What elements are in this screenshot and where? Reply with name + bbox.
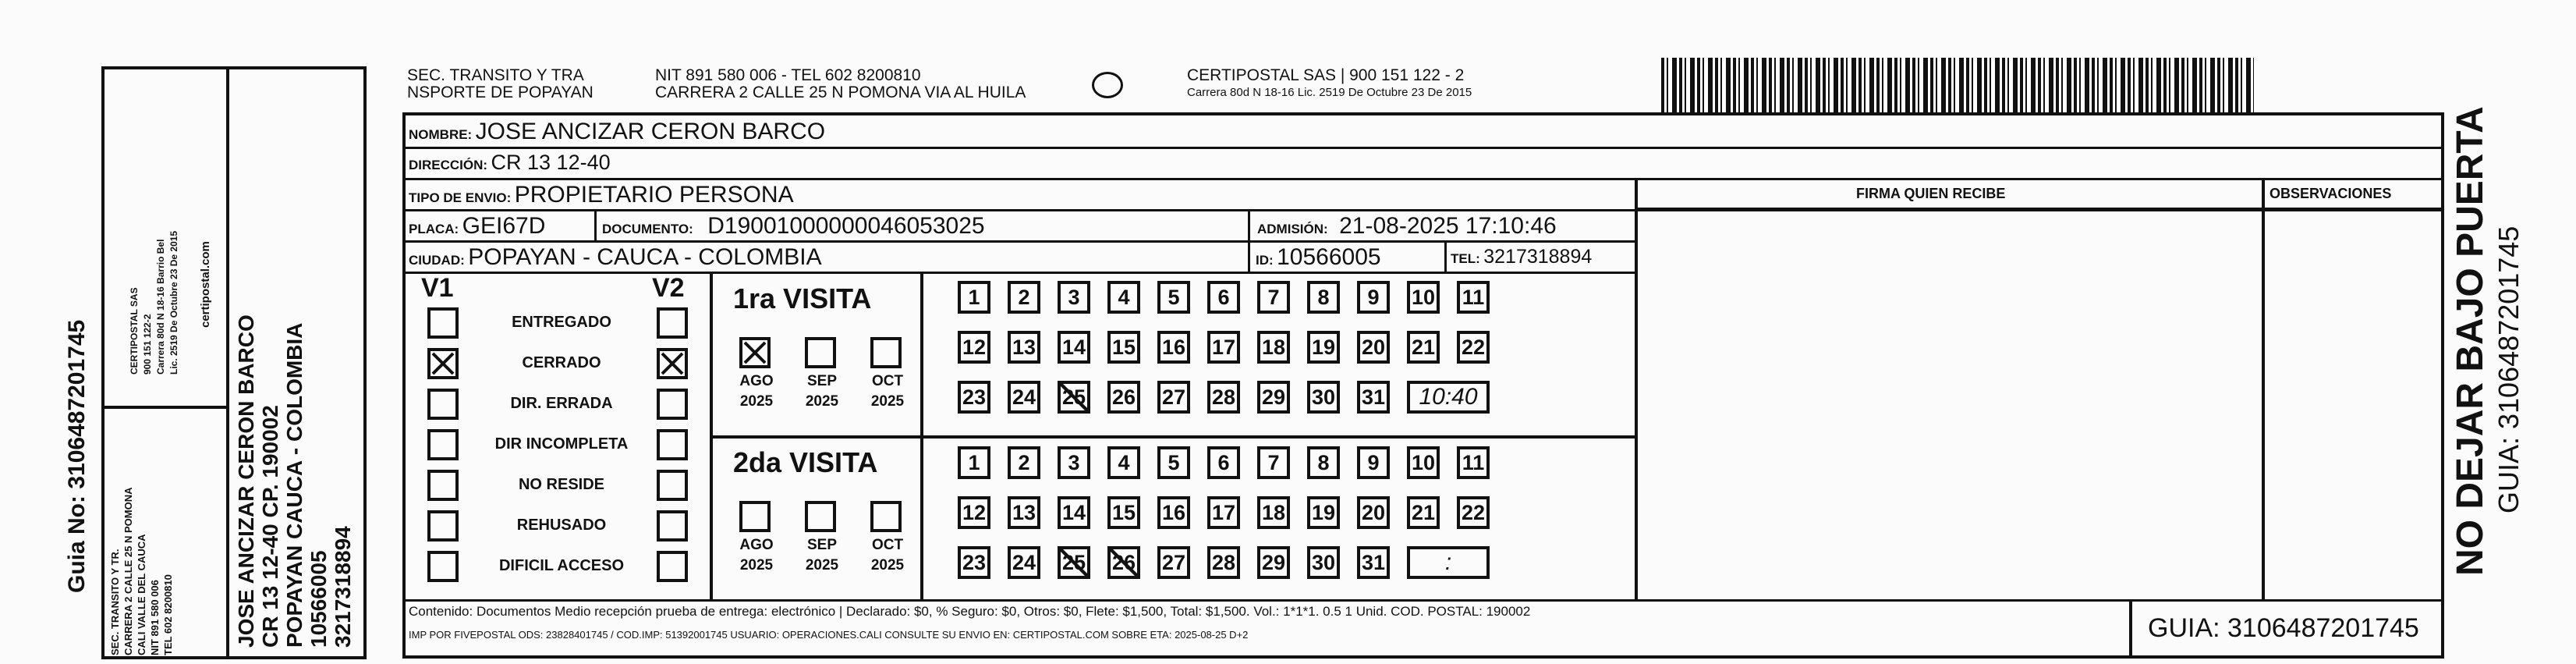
row-divider <box>402 240 1635 243</box>
tel-label: TEL: <box>1451 251 1480 266</box>
day-cell[interactable]: 17 <box>1207 496 1240 529</box>
id-row <box>1256 244 1381 271</box>
day-cell[interactable]: 17 <box>1207 331 1240 364</box>
footer-guia: GUIA: 3106487201745 <box>2148 613 2419 643</box>
day-cell[interactable]: 15 <box>1107 496 1140 529</box>
firma-header-rule <box>1635 208 2444 210</box>
month-checkbox[interactable] <box>870 337 902 368</box>
v2-checkbox[interactable] <box>657 551 688 582</box>
day-cell[interactable]: 25 <box>1058 381 1090 414</box>
year-label: 2025 <box>739 557 774 573</box>
col-divider <box>1248 209 1250 272</box>
day-cell[interactable]: 5 <box>1157 446 1190 479</box>
day-cell[interactable]: 28 <box>1207 381 1240 414</box>
direccion-value: CR 13 12-40 <box>491 151 611 174</box>
courier-line: Lic. 2519 De Octubre 23 De 2015 <box>168 230 179 375</box>
visit-time-field[interactable]: 10:40 <box>1407 381 1490 414</box>
day-cell[interactable]: 25 <box>1058 546 1090 579</box>
year-label: 2025 <box>870 557 905 573</box>
sender-line: CARRERA 2 CALLE 25 N POMONA <box>122 487 134 655</box>
day-cell[interactable]: 29 <box>1257 381 1290 414</box>
nombre-label: NOMBRE: <box>409 127 473 142</box>
visit-divider-h <box>710 435 1635 439</box>
year-label: 2025 <box>870 393 905 410</box>
day-cell[interactable]: 2 <box>1008 281 1040 314</box>
admision-value: 21-08-2025 17:10:46 <box>1339 213 1557 239</box>
right-guia: GUIA: 3106487201745 <box>2493 225 2525 513</box>
day-cell[interactable]: 6 <box>1207 446 1240 479</box>
month-checkbox[interactable] <box>805 337 836 368</box>
row-divider <box>402 272 1635 274</box>
month-checkbox[interactable] <box>805 501 836 532</box>
day-cell[interactable]: 28 <box>1207 546 1240 579</box>
courier-logo-icon <box>1092 72 1123 98</box>
nombre-row <box>409 119 825 145</box>
direccion-row <box>409 151 611 175</box>
imp-text: IMP POR FIVEPOSTAL ODS: 23828401745 / COD.IMP: 51392001745 USUARIO: OPERACIONES.CALI CONSULTE SU ENVIO EN: CERTIPOSTAL.COM SOBRE ETA: 2025-08-25 D+2 <box>409 629 1249 641</box>
first-visit-title: 1ra VISITA <box>733 282 872 314</box>
status-label: DIR INCOMPLETA <box>494 435 629 453</box>
recipient-line: JOSE ANCIZAR CERON BARCO <box>234 314 258 648</box>
sender-address: CARRERA 2 CALLE 25 N POMONA VIA AL HUILA <box>655 83 1026 101</box>
tel-row <box>1451 246 1592 268</box>
day-cell[interactable]: 22 <box>1457 496 1490 529</box>
day-cell[interactable]: 3 <box>1058 281 1090 314</box>
status-label: CERRADO <box>522 354 601 371</box>
placa-label: PLACA: <box>409 222 459 236</box>
month-label: SEP <box>806 373 838 389</box>
no-dejar-warning: NO DEJAR BAJO PUERTA <box>2450 106 2491 576</box>
sender-line: TEL 602 8200810 <box>162 574 174 655</box>
tel-value: 3217318894 <box>1483 246 1593 268</box>
stub-divider-h <box>101 406 229 409</box>
day-cell[interactable]: 18 <box>1257 331 1290 364</box>
day-cell[interactable]: 11 <box>1457 281 1490 314</box>
direccion-label: DIRECCIÓN: <box>409 158 488 172</box>
month-label: OCT <box>871 373 904 389</box>
day-cell[interactable]: 19 <box>1307 496 1340 529</box>
admision-row <box>1257 213 1557 240</box>
id-label: ID: <box>1256 253 1274 268</box>
v1-checkbox[interactable] <box>427 348 459 379</box>
day-cell[interactable]: 27 <box>1157 546 1190 579</box>
sender-name <box>407 67 594 101</box>
day-cell[interactable]: 9 <box>1357 281 1390 314</box>
courier-info <box>1187 67 1472 101</box>
barcode <box>1661 58 2254 112</box>
day-cell[interactable]: 15 <box>1107 331 1140 364</box>
day-cell[interactable]: 8 <box>1307 446 1340 479</box>
day-cell[interactable]: 1 <box>958 446 990 479</box>
v1-checkbox[interactable] <box>427 551 459 582</box>
day-cell[interactable]: 21 <box>1407 496 1440 529</box>
day-cell[interactable]: 30 <box>1307 546 1340 579</box>
v1-checkbox[interactable] <box>427 389 459 420</box>
year-label: 2025 <box>805 557 839 573</box>
day-cell[interactable]: 8 <box>1307 281 1340 314</box>
row-divider <box>402 178 2444 180</box>
day-cell[interactable]: 24 <box>1008 546 1040 579</box>
obs-left-border <box>2262 178 2265 599</box>
sender-line-1: SEC. TRANSITO Y TRA <box>407 66 584 84</box>
status-label: REHUSADO <box>516 517 607 534</box>
sender-line-2: NSPORTE DE POPAYAN <box>407 83 594 101</box>
year-label: 2025 <box>739 393 774 410</box>
v2-checkbox[interactable] <box>657 389 688 420</box>
v2-checkbox[interactable] <box>657 510 688 541</box>
day-cell[interactable]: 27 <box>1157 381 1190 414</box>
row-divider <box>402 599 2444 602</box>
month-label: AGO <box>739 373 774 389</box>
day-cell[interactable]: 13 <box>1008 331 1040 364</box>
v2-checkbox[interactable] <box>657 348 688 379</box>
day-cell[interactable]: 29 <box>1257 546 1290 579</box>
status-label: NO RESIDE <box>518 476 605 493</box>
day-cell[interactable]: 4 <box>1107 446 1140 479</box>
admision-label: ADMISIÓN: <box>1257 222 1328 236</box>
sender-line: SEC. TRANSITO Y TR. <box>109 549 121 655</box>
courier-line: Carrera 80d N 18-16 Barrio Bel <box>155 239 166 375</box>
documento-label: DOCUMENTO: <box>602 222 693 236</box>
guia-number-vertical: Guia No: 3106487201745 <box>64 319 90 593</box>
id-value: 10566005 <box>1277 244 1381 270</box>
month-label: SEP <box>806 537 838 553</box>
v2-checkbox[interactable] <box>657 429 688 460</box>
day-cell[interactable]: 14 <box>1058 331 1090 364</box>
row-divider <box>402 147 2444 149</box>
day-cell[interactable]: 10 <box>1407 446 1440 479</box>
month-checkbox[interactable] <box>739 501 771 532</box>
sender-contact <box>655 67 1026 101</box>
day-cell[interactable]: 31 <box>1357 546 1390 579</box>
obs-right-border <box>2441 178 2444 599</box>
recipient-line: CR 13 12-40 CP. 190002 <box>258 405 282 648</box>
sender-line: NIT 891 580 006 <box>149 580 161 655</box>
firma-header: FIRMA QUIEN RECIBE <box>1856 186 2006 201</box>
courier-license: Carrera 80d N 18-16 Lic. 2519 De Octubre 23 De 2015 <box>1187 86 1472 99</box>
day-cell[interactable]: 21 <box>1407 331 1440 364</box>
day-cell[interactable]: 20 <box>1357 331 1390 364</box>
recipient-line: 3217318894 <box>331 526 355 648</box>
second-visit-title: 2da VISITA <box>733 446 878 478</box>
year-label: 2025 <box>805 393 839 410</box>
v2-checkbox[interactable] <box>657 307 688 339</box>
left-stub <box>0 0 374 664</box>
month-checkbox[interactable] <box>739 337 771 368</box>
month-label: AGO <box>739 537 774 553</box>
v2-checkbox[interactable] <box>657 470 688 501</box>
day-cell[interactable]: 9 <box>1357 446 1390 479</box>
obs-header: OBSERVACIONES <box>2270 186 2392 201</box>
day-cell[interactable]: 2 <box>1008 446 1040 479</box>
day-cell[interactable]: 1 <box>958 281 990 314</box>
day-cell[interactable]: 16 <box>1157 496 1190 529</box>
documento-row <box>602 213 985 240</box>
courier-line: 900 151 122-2 <box>142 314 153 375</box>
ciudad-label: CIUDAD: <box>409 253 465 268</box>
day-cell[interactable]: 12 <box>958 496 990 529</box>
v1-label: V1 <box>421 273 454 303</box>
recipient-line: POPAYAN CAUCA - COLOMBIA <box>282 322 306 648</box>
day-cell[interactable]: 13 <box>1008 496 1040 529</box>
nombre-value: JOSE ANCIZAR CERON BARCO <box>475 119 826 144</box>
day-cell[interactable]: 5 <box>1157 281 1190 314</box>
day-cell[interactable]: 16 <box>1157 331 1190 364</box>
month-label: OCT <box>871 537 904 553</box>
tipo-label: TIPO DE ENVIO: <box>409 190 512 205</box>
day-cell[interactable]: 22 <box>1457 331 1490 364</box>
stub-divider <box>226 66 229 659</box>
day-cell[interactable]: 19 <box>1307 331 1340 364</box>
placa-row <box>409 213 545 240</box>
visit-time-field[interactable]: : <box>1407 546 1490 579</box>
documento-value: D19001000000046053025 <box>707 213 985 239</box>
status-label: DIFICIL ACCESO <box>498 557 624 574</box>
courier-site: certipostal.com <box>199 241 212 328</box>
day-cell[interactable]: 31 <box>1357 381 1390 414</box>
day-cell[interactable]: 30 <box>1307 381 1340 414</box>
check-mark-icon <box>742 340 767 365</box>
v1-checkbox[interactable] <box>427 307 459 339</box>
day-cell[interactable]: 18 <box>1257 496 1290 529</box>
nit-tel: NIT 891 580 006 - TEL 602 8200810 <box>655 66 921 84</box>
footer-divider <box>2129 599 2132 659</box>
firma-left-border <box>1635 178 1638 599</box>
ciudad-row <box>409 244 822 271</box>
recipient-line: 10566005 <box>306 550 331 648</box>
courier-name: CERTIPOSTAL SAS | 900 151 122 - 2 <box>1187 66 1465 84</box>
day-cell[interactable]: 12 <box>958 331 990 364</box>
day-cell[interactable]: 4 <box>1107 281 1140 314</box>
check-mark-icon <box>660 351 685 376</box>
col-divider <box>594 209 597 240</box>
month-checkbox[interactable] <box>870 501 902 532</box>
day-cell[interactable]: 23 <box>958 546 990 579</box>
col-divider <box>1444 240 1447 272</box>
day-cell[interactable]: 23 <box>958 381 990 414</box>
day-cell[interactable]: 3 <box>1058 446 1090 479</box>
day-cell[interactable]: 26 <box>1107 546 1140 579</box>
v2-label: V2 <box>652 273 685 303</box>
day-cell[interactable]: 7 <box>1257 446 1290 479</box>
day-cell[interactable]: 14 <box>1058 496 1090 529</box>
day-cell[interactable]: 6 <box>1207 281 1240 314</box>
tipo-row <box>409 182 794 208</box>
v1-checkbox[interactable] <box>427 470 459 501</box>
check-mark-icon <box>431 351 455 376</box>
v1-checkbox[interactable] <box>427 510 459 541</box>
day-cell[interactable]: 10 <box>1407 281 1440 314</box>
day-cell[interactable]: 24 <box>1008 381 1040 414</box>
day-cell[interactable]: 20 <box>1357 496 1390 529</box>
sender-line: CALI VALLE DEL CAUCA <box>136 534 147 655</box>
ciudad-value: POPAYAN - CAUCA - COLOMBIA <box>468 244 822 270</box>
status-label: DIR. ERRADA <box>510 395 613 412</box>
day-cell[interactable]: 11 <box>1457 446 1490 479</box>
v1-checkbox[interactable] <box>427 429 459 460</box>
courier-line: CERTIPOSTAL SAS <box>129 287 140 375</box>
day-cell[interactable]: 7 <box>1257 281 1290 314</box>
placa-value: GEI67D <box>462 213 546 239</box>
tipo-value: PROPIETARIO PERSONA <box>514 182 794 208</box>
status-label: ENTREGADO <box>512 314 611 331</box>
contenido-text: Contenido: Documentos Medio recepción prueba de entrega: electrónico | Declarado: $0, % Seguro: $0, Otros: $0, Flete: $1,500, Total: $1,500. Vol.: 1*1*1. 0.5 1 Unid. COD. POSTAL: 190002 <box>409 604 1531 619</box>
day-cell[interactable]: 26 <box>1107 381 1140 414</box>
